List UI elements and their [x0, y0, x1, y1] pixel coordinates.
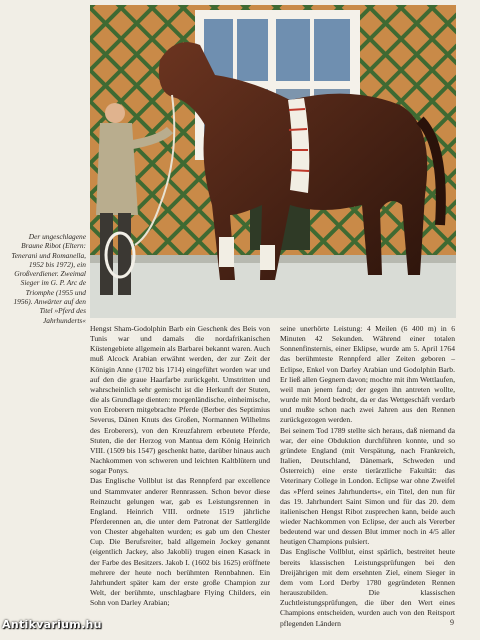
paragraph: seine unerhörte Leistung: 4 Meilen (6 400 m) in 6 Minuten 42 Sekunden. Während einer totalen Sonnenfinsternis, einer Eklipse, wurde am 5. April 1764 das berühmteste Rennpferd aller Zeiten geboren – Eclipse, Enkel von Darley Arabian und Godolphin Barb. Er ließ allen Gegnern davon; mochte mit ihm Wettlaufen, weil man jenem fand; der gegen ihn antreten wollte, wurde mit Mord bedroht, da er das Wettgeschäft verdarb und mußte schon nach zwei Jahren aus den Rennen zurückgezogen werden. — [280, 324, 455, 425]
paragraph: Das Englische Vollblut ist das Rennpferd par excellence und Stammvater anderer Rennrassen. Schon bevor diese Reinzucht gelungen war, gab es Leistungsrennen in England. Heinrich VIII. ordnete 1519 jährliche Pferderennen an, die unter dem Patronat der Sattlergilde von Chester abgehalten wurden; es gab um den Chester Cup. Die Berufsreiter, bald allgemein Jockey genannt (eigentlich Jackey, also Jakobli) trugen einen Kasack in der Farbe des Besitzers. Jakob I. (1602 bis 1625) eröffnete mehrere der heute noch berühmten Rennbahnen. Ein Jahrhundert später kam der erste große Champion zur Welt, der berühmte, unschlagbare Flying Childers, ein Sohn von Darley Arabian; — [90, 476, 270, 608]
page-number: 9 — [450, 618, 454, 627]
text-column-left — [90, 324, 270, 608]
watermark-text: Antikvarium.hu — [2, 618, 102, 631]
text-column-right — [280, 324, 455, 629]
paragraph: Das Englische Vollblut, einst spärlich, bestreitet heute bereits klassischen Leistungsprüfungen bei den Dreijährigen mit dem ersehnten Ziel, einem Sieger in dem vom Lord Derby 1780 gegründeten Rennen herauszubilden. Die klassischen Zuchtleistungsprüfungen, die über den Wert eines Champions entscheiden, wurden auch von den Reitsport pflegenden Ländern — [280, 547, 455, 628]
horse-photograph — [90, 5, 456, 318]
ribot-horse-illustration — [90, 5, 456, 318]
photo-caption: Der ungeschlagene Braune Ribot (Eltern: Tenerani und Romanella, 1952 bis 1972), ein Großverdiener. Zweimal Sieger im G. P. Arc de Triomphe (1955 und 1956). Anwärter auf den Titel »Pferd des Jahrhunderts« — [11, 232, 86, 325]
paragraph: Bei seinem Tod 1789 stellte sich heraus, daß niemand da war, der eine Obduktion durchführen konnte, und so gründete England (mit Verspätung, nach Frankreich, Italien, Deutschland, Dänemark, Schweden und Österreich) eine erste tierärztliche Fakultät: das Veterinary College in London. Eclipse war ohne Zweifel das »Pferd seines Jahrhunderts«, ein Titel, den nun für das 19. Jahrhundert Saint Simon und für das 20. dem italienischen Hengst Ribot zusprechen kann, beide auch wieder Nachkommen von Eclipse, der auch als Vererber bedeutend war und dessen Blut immer noch in 4/5 aller heutigen Champions pulsiert. — [280, 425, 455, 547]
paragraph: Hengst Sham-Godolphin Barb ein Geschenk des Beis von Tunis war und damals die nordafrikanischen Küstengebiete allgemein als Barbarei bekannt waren. Auch muß Alcock Arabian erwähnt werden, der zur Zeit der Königin Anne (1702 bis 1714) eingeführt worden war und auf den die graue Haarfarbe zurückgeht. Umstritten und wahrscheinlich sehr gemischt ist die Herkunft der Stuten, die als Grundlage dienten: morgenländische, einheimische, von Eroberern mitgebrachte Pferde (Berber des Septimius Severus, Dänen Knuts des Großen, Normannen Wilhelms des Eroberers), von den Kreuzfahrern erbeutete Pferde, Stuten, die der Herzog von Mantua dem König Heinrich VIII. (1509 bis 1547) geschenkt hatte, darüber hinaus auch Nachkommen von schweren und leichten Kaltblütern und sogar Ponys. — [90, 324, 270, 476]
